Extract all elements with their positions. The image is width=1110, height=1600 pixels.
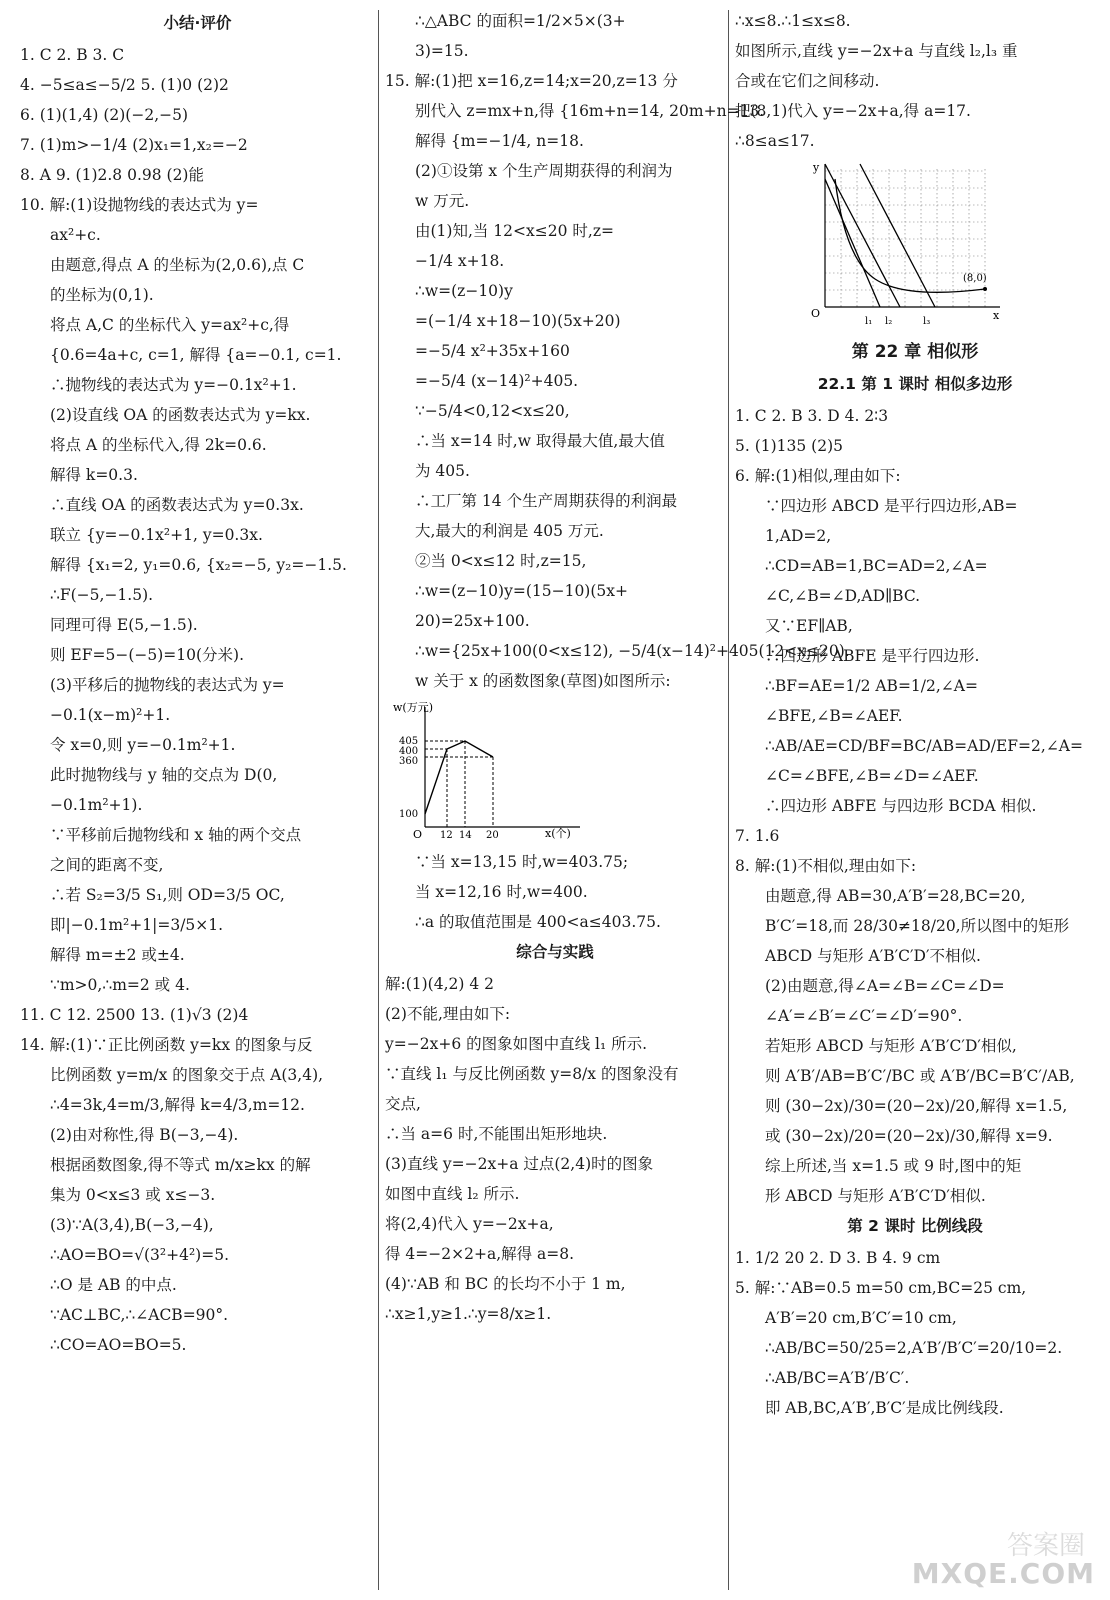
- answer-line: −1/4 x+18.: [415, 252, 505, 270]
- answer-line: 8. 解:(1)不相似,理由如下:: [735, 857, 917, 875]
- column-3: [735, 8, 1095, 1425]
- answer-line: 如图所示,直线 y=−2x+a 与直线 l₂,l₃ 重: [735, 42, 1018, 60]
- graph1-origin: O: [413, 828, 423, 841]
- lines-hyperbola-graph: [735, 159, 1095, 333]
- answer-line: ∴四边形 ABFE 是平行四边形.: [765, 647, 980, 665]
- answer-line: =(−1/4 x+18−10)(5x+20): [415, 312, 621, 330]
- watermark-text: MXQE.COM: [911, 1557, 1095, 1590]
- answer-line: 即 AB,BC,A′B′,B′C′是成比例线段.: [765, 1399, 1004, 1417]
- profit-function-graph: [385, 699, 725, 843]
- answer-line: 根据函数图象,得不等式 m/x≥kx 的解: [50, 1156, 311, 1174]
- answer-line: 1,AD=2,: [765, 527, 832, 545]
- answer-line: 别代入 z=mx+n,得 {16m+n=14, 20m+n=13.: [415, 102, 765, 120]
- answer-line: ∵m>0,∴m=2 或 4.: [50, 976, 190, 994]
- graph2-line-label: l₂: [885, 316, 893, 327]
- graph2-point-label: (8,0): [963, 273, 987, 284]
- answer-line: 将点 A 的坐标代入,得 2k=0.6.: [50, 436, 267, 454]
- answer-line: 解:(1)(4,2) 4 2: [385, 975, 494, 993]
- answer-line: 比例函数 y=m/x 的图象交于点 A(3,4),: [50, 1066, 324, 1084]
- answer-line: ∴F(−5,−1.5).: [50, 586, 154, 604]
- answer-line: 形 ABCD 与矩形 A′B′C′D′相似.: [765, 1187, 986, 1205]
- answer-line: ∴CD=AB=1,BC=AD=2,∠A=: [765, 557, 988, 575]
- answer-line: (3)∵A(3,4),B(−3,−4),: [50, 1216, 214, 1234]
- answer-line: w 关于 x 的函数图象(草图)如图所示:: [415, 672, 671, 690]
- answer-line: −0.1(x−m)²+1.: [50, 706, 171, 724]
- graph1-ytick: 360: [399, 756, 419, 767]
- line-l1: [825, 179, 880, 307]
- graph1-xtick: 14: [459, 830, 472, 841]
- answer-line: (2)①设第 x 个生产周期获得的利润为: [415, 162, 673, 180]
- answer-line: ∴当 x=14 时,w 取得最大值,最大值: [415, 432, 665, 450]
- answer-line: 若矩形 ABCD 与矩形 A′B′C′D′相似,: [765, 1037, 1017, 1055]
- answer-line: 1. C 2. B 3. D 4. 2∶3: [735, 407, 889, 425]
- answer-line: ax²+c.: [50, 226, 101, 244]
- answer-line: =−5/4 x²+35x+160: [415, 342, 570, 360]
- answer-line: ∴CO=AO=BO=5.: [50, 1336, 187, 1354]
- answer-line: ∵直线 l₁ 与反比例函数 y=8/x 的图象没有: [385, 1065, 679, 1083]
- answer-line: 之间的距离不变,: [50, 856, 164, 874]
- answer-line: ∵四边形 ABCD 是平行四边形,AB=: [765, 497, 1018, 515]
- answer-line: ∴若 S₂=3/5 S₁,则 OD=3/5 OC,: [50, 886, 285, 904]
- answer-line: {0.6=4a+c, c=1, 解得 {a=−0.1, c=1.: [50, 346, 342, 364]
- answer-line: ∴4=3k,4=m/3,解得 k=4/3,m=12.: [50, 1096, 305, 1114]
- answer-line: ∠BFE,∠B=∠AEF.: [765, 707, 903, 725]
- answer-line: ∴直线 OA 的函数表达式为 y=0.3x.: [50, 496, 304, 514]
- answer-line: ∴AB/AE=CD/BF=BC/AB=AD/EF=2,∠A=: [765, 737, 1083, 755]
- answer-line: 5. (1)135 (2)5: [735, 437, 844, 455]
- answer-line: 或 (30−2x)/20=(20−2x)/30,解得 x=9.: [765, 1127, 1053, 1145]
- answer-line: ∠C=∠BFE,∠B=∠D=∠AEF.: [765, 767, 979, 785]
- graph1-xtick: 12: [440, 830, 453, 841]
- answer-line: 合或在它们之间移动.: [735, 72, 880, 90]
- answer-line: 7. (1)m>−1/4 (2)x₁=1,x₂=−2: [20, 136, 248, 154]
- answer-line: ∴当 a=6 时,不能围出矩形地块.: [385, 1125, 608, 1143]
- answer-line: w 万元.: [415, 192, 470, 210]
- answer-line: A′B′=20 cm,B′C′=10 cm,: [765, 1309, 957, 1327]
- answer-line: 的坐标为(0,1).: [50, 286, 154, 304]
- answer-line: 4. −5≤a≤−5/2 5. (1)0 (2)2: [20, 76, 229, 94]
- answer-line: (2)由对称性,得 B(−3,−4).: [50, 1126, 239, 1144]
- section-heading: 第 2 课时 比例线段: [847, 1217, 983, 1235]
- profit-curve: [425, 741, 493, 814]
- answer-line: (4)∵AB 和 BC 的长均不小于 1 m,: [385, 1275, 626, 1293]
- answer-line: 如图中直线 l₂ 所示.: [385, 1185, 520, 1203]
- graph2-origin: O: [811, 307, 821, 320]
- answer-line: ∠C,∠B=∠D,AD∥BC.: [765, 587, 921, 605]
- answer-line: 则 EF=5−(−5)=10(分米).: [50, 646, 245, 664]
- column-divider: [378, 10, 379, 1590]
- graph1-ytick: 405: [399, 736, 419, 747]
- answer-line: ∴AB/BC=A′B′/B′C′.: [765, 1369, 910, 1387]
- answer-line: 交点,: [385, 1095, 421, 1113]
- answer-line: ABCD 与矩形 A′B′C′D′不相似.: [765, 947, 981, 965]
- answer-line: 集为 0<x≤3 或 x≤−3.: [50, 1186, 216, 1204]
- answer-line: 3)=15.: [415, 42, 469, 60]
- answer-line: ∴AB/BC=50/25=2,A′B′/B′C′=20/10=2.: [765, 1339, 1063, 1357]
- answer-line: 由题意,得点 A 的坐标为(2,0.6),点 C: [50, 256, 305, 274]
- answer-line: 将(2,4)代入 y=−2x+a,: [385, 1215, 554, 1233]
- graph1-x-label: x(个): [545, 827, 571, 840]
- answer-line: 解得 k=0.3.: [50, 466, 138, 484]
- answer-line: 5. 解:∵AB=0.5 m=50 cm,BC=25 cm,: [735, 1279, 1027, 1297]
- answer-line: 则 A′B′/AB=B′C′/BC 或 A′B′/BC=B′C′/AB,: [765, 1067, 1075, 1085]
- answer-line: B′C′=18,而 28/30≠18/20,所以图中的矩形: [765, 917, 1070, 935]
- answer-line: ∴x≤8.∴1≤x≤8.: [735, 12, 851, 30]
- answer-line: ∴抛物线的表达式为 y=−0.1x²+1.: [50, 376, 297, 394]
- answer-line: ∴a 的取值范围是 400<a≤403.75.: [415, 913, 661, 931]
- answer-line: 此时抛物线与 y 轴的交点为 D(0,: [50, 766, 278, 784]
- graph1-xtick: 20: [486, 830, 499, 841]
- answer-line: y=−2x+6 的图象如图中直线 l₁ 所示.: [385, 1035, 648, 1053]
- column-1: [20, 8, 375, 1362]
- answer-line: ∴△ABC 的面积=1/2×5×(3+: [415, 12, 626, 30]
- answer-line: 由题意,得 AB=30,A′B′=28,BC=20,: [765, 887, 1026, 905]
- answer-line: 把(8,1)代入 y=−2x+a,得 a=17.: [735, 102, 971, 120]
- answer-line: ∵平移前后抛物线和 x 轴的两个交点: [50, 826, 302, 844]
- answer-line: (2)由题意,得∠A=∠B=∠C=∠D=: [765, 977, 1005, 995]
- answer-line: 大,最大的利润是 405 万元.: [415, 522, 604, 540]
- answer-line: 综上所述,当 x=1.5 或 9 时,图中的矩: [765, 1157, 1022, 1175]
- section-heading: 第 22 章 相似形: [851, 342, 979, 362]
- answer-line: 又∵EF∥AB,: [765, 617, 853, 635]
- answer-line: ②当 0<x≤12 时,z=15,: [415, 552, 587, 570]
- answer-line: ∠A′=∠B′=∠C′=∠D′=90°.: [765, 1007, 963, 1025]
- graph1-ytick: 100: [399, 809, 419, 820]
- answer-line: ∴w={25x+100(0<x≤12), −5/4(x−14)²+405(12<x≤20).: [415, 642, 850, 660]
- answer-line: 11. C 12. 2500 13. (1)√3 (2)4: [20, 1006, 249, 1024]
- answer-line: 1. 1/2 20 2. D 3. B 4. 9 cm: [735, 1249, 941, 1267]
- watermark: [905, 1525, 1095, 1590]
- answer-line: 7. 1.6: [735, 827, 780, 845]
- graph2-y-label: y: [813, 161, 820, 174]
- graph2-line-label: l₁: [865, 316, 873, 327]
- watermark-logo: 答案圈: [1006, 1531, 1085, 1561]
- answer-line: ∴w=(z−10)y: [415, 282, 513, 300]
- answer-line: (3)直线 y=−2x+a 过点(2,4)时的图象: [385, 1155, 654, 1173]
- answer-line: ∴O 是 AB 的中点.: [50, 1276, 177, 1294]
- answer-line: 10. 解:(1)设抛物线的表达式为 y=: [20, 196, 259, 214]
- answer-line: ∴AO=BO=√(3²+4²)=5.: [50, 1246, 230, 1264]
- section-heading: 综合与实践: [516, 943, 594, 961]
- answer-line: 解得 {m=−1/4, n=18.: [415, 132, 584, 150]
- answer-line: ∴四边形 ABFE 与四边形 BCDA 相似.: [765, 797, 1037, 815]
- graph1-y-label: w(万元): [393, 701, 433, 714]
- answer-line: (2)设直线 OA 的函数表达式为 y=kx.: [50, 406, 311, 424]
- answer-line: 解得 {x₁=2, y₁=0.6, {x₂=−5, y₂=−1.5.: [50, 556, 347, 574]
- answer-line: 8. A 9. (1)2.8 0.98 (2)能: [20, 166, 204, 184]
- answer-line: (2)不能,理由如下:: [385, 1005, 511, 1023]
- answer-line: =−5/4 (x−14)²+405.: [415, 372, 579, 390]
- answer-line: 6. (1)(1,4) (2)(−2,−5): [20, 106, 189, 124]
- answer-line: ∵−5/4<0,12<x≤20,: [415, 402, 570, 420]
- answer-line: 同理可得 E(5,−1.5).: [50, 616, 198, 634]
- graph2-line-label: l₃: [923, 316, 931, 327]
- answer-line: 当 x=12,16 时,w=400.: [415, 883, 588, 901]
- answer-line: 即|−0.1m²+1|=3/5×1.: [50, 916, 224, 934]
- answer-line: 14. 解:(1)∵正比例函数 y=kx 的图象与反: [20, 1036, 313, 1054]
- answer-line: 由(1)知,当 12<x≤20 时,z=: [415, 222, 614, 240]
- answer-line: 则 (30−2x)/30=(20−2x)/20,解得 x=1.5,: [765, 1097, 1068, 1115]
- answer-line: 得 4=−2×2+a,解得 a=8.: [385, 1245, 575, 1263]
- answer-line: 解得 m=±2 或±4.: [50, 946, 185, 964]
- answer-line: 15. 解:(1)把 x=16,z=14;x=20,z=13 分: [385, 72, 678, 90]
- answer-line: ∵当 x=13,15 时,w=403.75;: [415, 853, 629, 871]
- answer-line: ∴8≤a≤17.: [735, 132, 815, 150]
- answer-line: 为 405.: [415, 462, 470, 480]
- column-divider: [728, 10, 729, 1590]
- answer-line: 将点 A,C 的坐标代入 y=ax²+c,得: [50, 316, 290, 334]
- section-heading: 小结·评价: [163, 14, 232, 32]
- answer-line: 1. C 2. B 3. C: [20, 46, 125, 64]
- answer-line: 6. 解:(1)相似,理由如下:: [735, 467, 901, 485]
- answer-line: 令 x=0,则 y=−0.1m²+1.: [50, 736, 236, 754]
- answer-line: ∴BF=AE=1/2 AB=1/2,∠A=: [765, 677, 978, 695]
- answer-line: ∵AC⊥BC,∴∠ACB=90°.: [50, 1306, 229, 1324]
- answer-line: ∴工厂第 14 个生产周期获得的利润最: [415, 492, 678, 510]
- answer-line: 20)=25x+100.: [415, 612, 530, 630]
- answer-line: −0.1m²+1).: [50, 796, 143, 814]
- graph2-x-label: x: [993, 309, 1000, 322]
- answer-line: (3)平移后的抛物线的表达式为 y=: [50, 676, 285, 694]
- graph1-ytick: 400: [399, 746, 419, 757]
- section-heading: 22.1 第 1 课时 相似多边形: [817, 375, 1013, 393]
- answer-line: ∴x≥1,y≥1.∴y=8/x≥1.: [385, 1305, 552, 1323]
- answer-line: 联立 {y=−0.1x²+1, y=0.3x.: [50, 526, 263, 544]
- answer-line: ∴w=(z−10)y=(15−10)(5x+: [415, 582, 628, 600]
